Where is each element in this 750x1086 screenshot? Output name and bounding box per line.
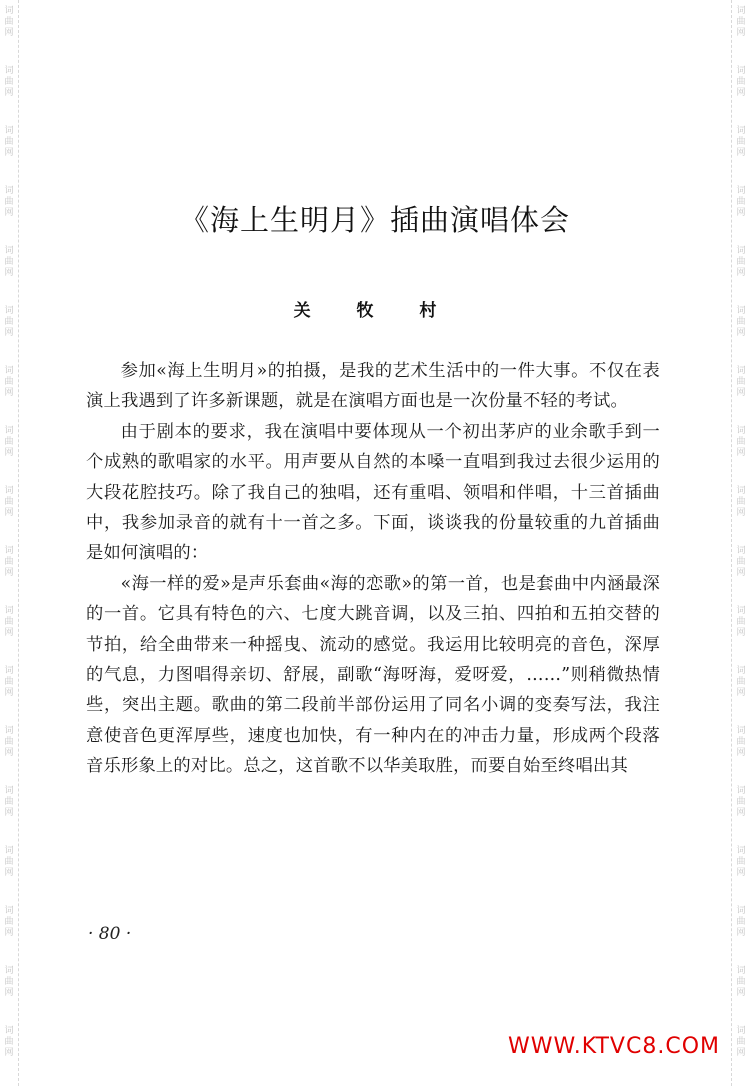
page-title: 《海上生明月》插曲演唱体会 [179, 203, 570, 237]
watermark-glyph: 网 [736, 448, 746, 458]
watermark-glyph: 曲 [4, 737, 14, 747]
watermark-glyph: 词 [736, 606, 746, 616]
watermark-glyph-group [732, 486, 750, 519]
watermark-glyph: 曲 [4, 497, 14, 507]
watermark-glyph: 曲 [4, 197, 14, 207]
watermark-glyph: 网 [4, 88, 14, 98]
watermark-glyph: 曲 [4, 1037, 14, 1047]
watermark-glyph: 词 [4, 1026, 14, 1036]
watermark-glyph-group [732, 666, 750, 699]
watermark-glyph: 词 [736, 786, 746, 796]
watermark-glyph: 曲 [736, 437, 746, 447]
watermark-glyph: 网 [4, 508, 14, 518]
watermark-glyph: 网 [736, 628, 746, 638]
watermark-glyph: 曲 [736, 377, 746, 387]
watermark-glyph: 网 [4, 1048, 14, 1058]
watermark-glyph: 词 [4, 906, 14, 916]
watermark-glyph-group [0, 786, 18, 819]
watermark-glyph: 网 [4, 628, 14, 638]
watermark-glyph: 网 [4, 448, 14, 458]
watermark-glyph: 词 [4, 846, 14, 856]
watermark-glyph: 网 [4, 568, 14, 578]
watermark-glyph-group [0, 246, 18, 279]
watermark-glyph: 词 [4, 786, 14, 796]
watermark-glyph: 网 [736, 28, 746, 38]
watermark-glyph-group [0, 846, 18, 879]
watermark-glyph: 网 [736, 328, 746, 338]
watermark-glyph: 词 [736, 666, 746, 676]
watermark-glyph: 网 [736, 388, 746, 398]
right-watermark-strip [731, 0, 750, 1086]
watermark-glyph-group [0, 1026, 18, 1059]
watermark-glyph-group [732, 366, 750, 399]
watermark-glyph-group [732, 1026, 750, 1059]
watermark-glyph: 曲 [736, 737, 746, 747]
page-number: · 80 · [88, 924, 132, 944]
watermark-glyph: 曲 [4, 137, 14, 147]
watermark-glyph: 曲 [4, 77, 14, 87]
watermark-glyph-group [0, 906, 18, 939]
watermark-glyph: 词 [4, 246, 14, 256]
watermark-glyph: 词 [4, 426, 14, 436]
watermark-glyph: 网 [736, 748, 746, 758]
watermark-glyph: 词 [4, 486, 14, 496]
watermark-glyph: 词 [736, 366, 746, 376]
watermark-glyph: 词 [4, 726, 14, 736]
watermark-glyph: 曲 [4, 617, 14, 627]
watermark-glyph: 网 [4, 688, 14, 698]
watermark-glyph: 曲 [4, 257, 14, 267]
watermark-glyph: 词 [736, 546, 746, 556]
author-name: 关 牧 村 [293, 301, 457, 321]
watermark-glyph: 曲 [736, 557, 746, 567]
watermark-glyph: 词 [4, 306, 14, 316]
watermark-glyph: 曲 [4, 677, 14, 687]
watermark-glyph: 网 [4, 988, 14, 998]
watermark-glyph: 词 [4, 666, 14, 676]
watermark-glyph-group [732, 726, 750, 759]
watermark-glyph: 网 [736, 508, 746, 518]
watermark-glyph: 词 [736, 66, 746, 76]
watermark-glyph-group [732, 6, 750, 39]
watermark-glyph: 词 [4, 546, 14, 556]
watermark-glyph: 曲 [4, 977, 14, 987]
watermark-glyph: 网 [736, 208, 746, 218]
paragraph: «海一样的爱»是声乐套曲«海的恋歌»的第一首，也是套曲中内涵最深的一首。它具有特色的六、七度大跳音调，以及三拍、四拍和五拍交替的节拍，给全曲带来一种摇曳、流动的感觉。我运用比较明亮的音色，深厚的气息，力图唱得亲切、舒展，副歌“海呀海，爱呀爱，……”则稍微热情些，突出主题。歌曲的第二段前半部份运用了同名小调的变奏写法，我注意使音色更浑厚些，速度也加快，有一种内在的冲击力量，形成两个段落音乐形象上的对比。总之，这首歌不以华美取胜，而要自始至终唱出其 [86, 573, 660, 777]
watermark-glyph: 曲 [736, 317, 746, 327]
watermark-glyph-group [732, 606, 750, 639]
watermark-glyph-group [732, 426, 750, 459]
watermark-glyph-group [0, 666, 18, 699]
watermark-glyph: 词 [736, 186, 746, 196]
paragraph: 参加«海上生明月»的拍摄，是我的艺术生活中的一件大事。不仅在表演上我遇到了许多新课题，就是在演唱方面也是一次份量不轻的考试。 [86, 361, 660, 412]
watermark-glyph-group [0, 606, 18, 639]
watermark-glyph-group [732, 786, 750, 819]
watermark-glyph: 网 [736, 1048, 746, 1058]
watermark-glyph: 网 [4, 868, 14, 878]
watermark-glyph: 词 [736, 726, 746, 736]
watermark-glyph-group [0, 546, 18, 579]
watermark-glyph-group [0, 66, 18, 99]
watermark-glyph: 网 [4, 748, 14, 758]
watermark-glyph: 词 [736, 6, 746, 16]
watermark-glyph-group [732, 546, 750, 579]
watermark-glyph: 词 [736, 306, 746, 316]
watermark-glyph: 网 [736, 148, 746, 158]
watermark-glyph: 曲 [4, 317, 14, 327]
watermark-glyph-group [732, 66, 750, 99]
watermark-glyph: 词 [736, 246, 746, 256]
watermark-glyph: 网 [4, 208, 14, 218]
watermark-glyph: 网 [736, 928, 746, 938]
watermark-glyph: 词 [4, 66, 14, 76]
watermark-glyph: 词 [4, 126, 14, 136]
paragraph: 由于剧本的要求，我在演唱中要体现从一个初出茅庐的业余歌手到一个成熟的歌唱家的水平。用声要从自然的本嗓一直唱到我过去很少运用的大段花腔技巧。除了我自己的独唱，还有重唱、领唱和伴唱，十三首插曲中，我参加录音的就有十一首之多。下面，谈谈我的份量较重的九首插曲是如何演唱的： [86, 421, 660, 564]
watermark-glyph: 网 [4, 148, 14, 158]
watermark-glyph: 曲 [736, 17, 746, 27]
watermark-glyph: 网 [736, 808, 746, 818]
watermark-glyph: 曲 [736, 917, 746, 927]
watermark-glyph: 曲 [736, 137, 746, 147]
watermark-glyph: 曲 [736, 677, 746, 687]
watermark-glyph: 词 [736, 426, 746, 436]
watermark-glyph: 曲 [736, 617, 746, 627]
watermark-glyph: 曲 [736, 197, 746, 207]
watermark-glyph-group [0, 726, 18, 759]
watermark-glyph-group [0, 426, 18, 459]
watermark-glyph-group [732, 906, 750, 939]
watermark-glyph: 词 [736, 126, 746, 136]
watermark-glyph-group [732, 246, 750, 279]
watermark-glyph: 曲 [736, 497, 746, 507]
site-watermark: WWW.KTVC8.COM [508, 1034, 720, 1059]
watermark-glyph-group [0, 486, 18, 519]
watermark-glyph: 曲 [736, 257, 746, 267]
watermark-glyph: 词 [736, 966, 746, 976]
watermark-glyph: 曲 [4, 857, 14, 867]
watermark-glyph: 词 [736, 1026, 746, 1036]
watermark-glyph: 曲 [736, 797, 746, 807]
watermark-glyph: 词 [4, 366, 14, 376]
watermark-glyph: 网 [4, 928, 14, 938]
watermark-glyph-group [0, 966, 18, 999]
watermark-glyph: 词 [4, 966, 14, 976]
watermark-glyph-group [732, 966, 750, 999]
watermark-glyph: 网 [4, 388, 14, 398]
watermark-glyph: 词 [4, 186, 14, 196]
watermark-glyph: 网 [736, 88, 746, 98]
watermark-glyph: 网 [4, 328, 14, 338]
watermark-glyph-group [0, 6, 18, 39]
watermark-glyph: 网 [736, 268, 746, 278]
watermark-glyph: 网 [736, 688, 746, 698]
watermark-glyph: 网 [736, 568, 746, 578]
watermark-glyph: 曲 [736, 1037, 746, 1047]
watermark-glyph: 网 [736, 988, 746, 998]
watermark-glyph-group [732, 126, 750, 159]
watermark-glyph: 网 [4, 268, 14, 278]
watermark-glyph: 曲 [736, 77, 746, 87]
watermark-glyph-group [0, 366, 18, 399]
watermark-glyph-group [732, 846, 750, 879]
watermark-glyph: 网 [736, 868, 746, 878]
watermark-glyph-group [0, 126, 18, 159]
watermark-glyph: 词 [4, 606, 14, 616]
watermark-glyph: 曲 [4, 797, 14, 807]
watermark-glyph: 曲 [4, 17, 14, 27]
watermark-glyph: 曲 [736, 977, 746, 987]
left-watermark-strip [0, 0, 19, 1086]
article-body [86, 356, 660, 782]
watermark-glyph: 词 [736, 486, 746, 496]
watermark-glyph: 词 [736, 906, 746, 916]
watermark-glyph: 曲 [4, 557, 14, 567]
watermark-glyph: 曲 [4, 437, 14, 447]
watermark-glyph: 词 [736, 846, 746, 856]
watermark-glyph: 曲 [736, 857, 746, 867]
watermark-glyph: 曲 [4, 377, 14, 387]
watermark-glyph: 词 [4, 6, 14, 16]
watermark-glyph: 网 [4, 808, 14, 818]
watermark-glyph: 网 [4, 28, 14, 38]
watermark-glyph: 曲 [4, 917, 14, 927]
